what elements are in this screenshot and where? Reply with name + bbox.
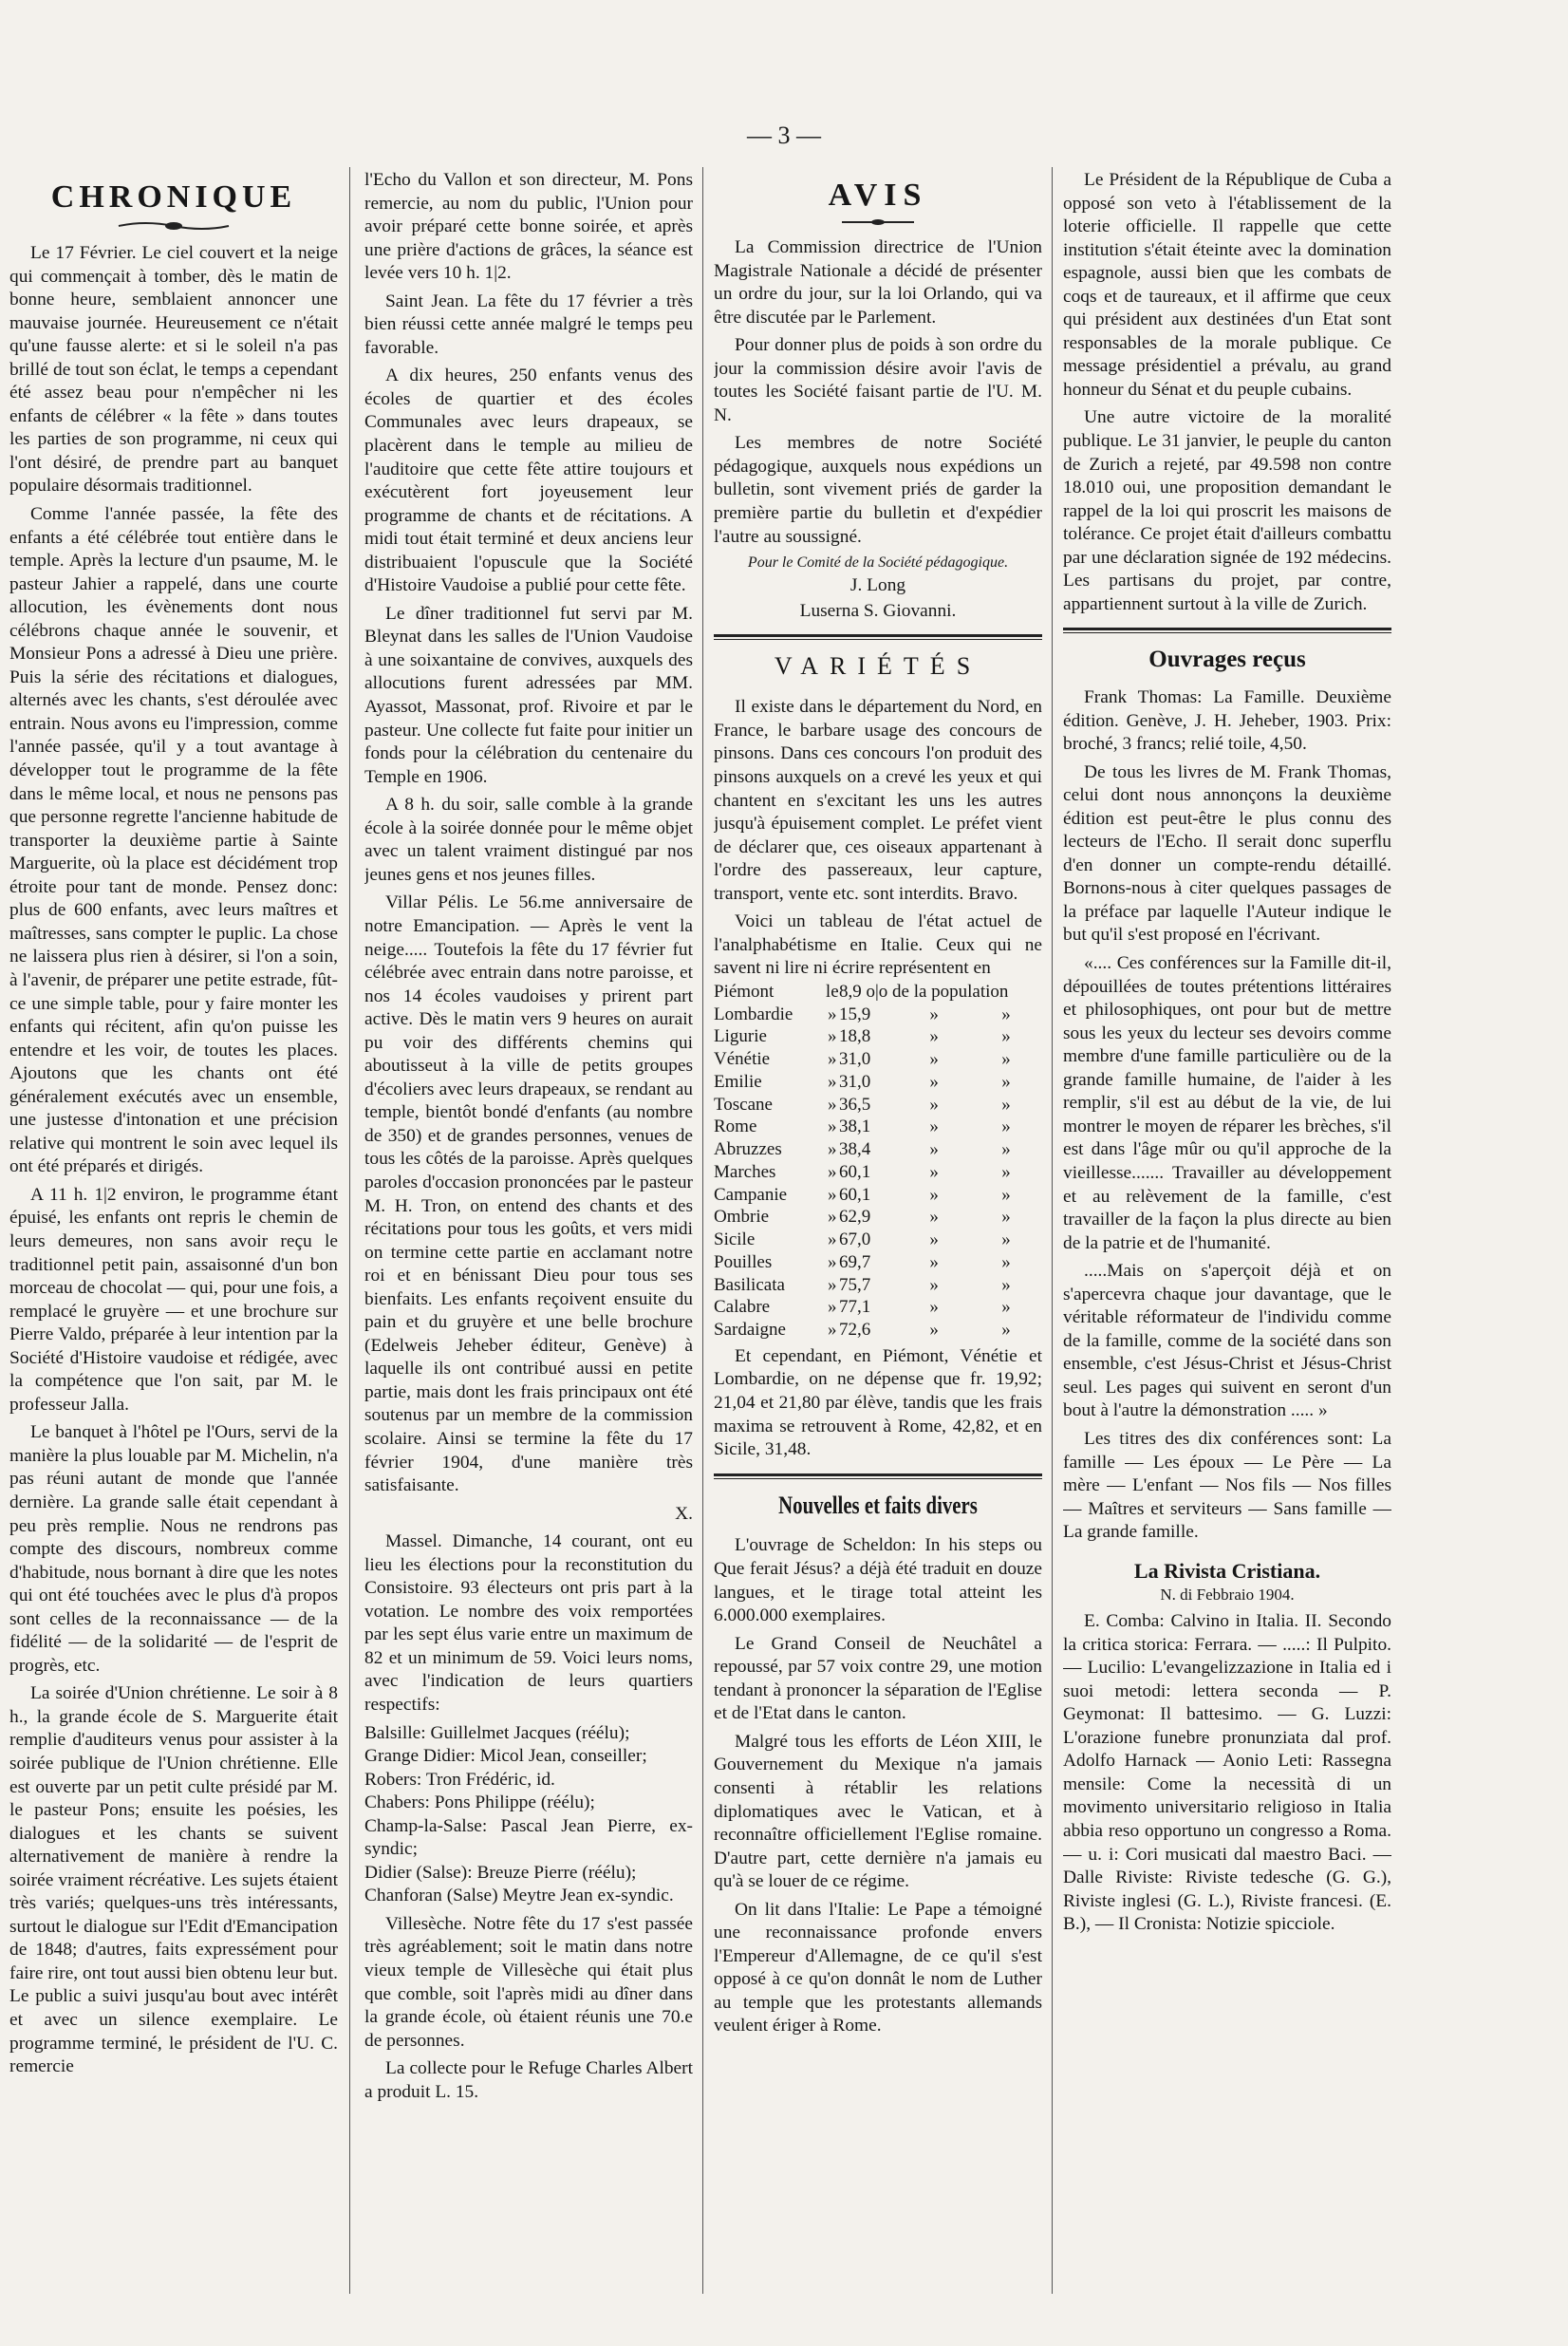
table-cell: » <box>929 1117 939 1137</box>
varietes-heading: VARIÉTÉS <box>774 652 982 681</box>
table-cell: Toscane <box>714 1094 773 1115</box>
list-item: Champ-la-Salse: Pascal Jean Pierre, ex-syndic; <box>364 1815 693 1860</box>
table-cell: » <box>1001 1117 1011 1137</box>
table-cell: » <box>929 1004 939 1024</box>
table-row <box>714 1048 1042 1071</box>
article-paragraph: Villesèche. Notre fête du 17 s'est passée très agréablement; soit le matin dans notre vieux temple de Villesèche qui était plus que comble, soit l'après midi au dîner dans la grande école, où étaient réunis une 70.e de personnes. <box>364 1913 693 2051</box>
table-cell: » <box>828 1117 837 1137</box>
article-paragraph: Pour donner plus de poids à son ordre du jour la commission désire avoir l'avis de toutes les Société faisant partie de l'U. M. N. <box>714 335 1042 425</box>
column-rule <box>702 167 703 2294</box>
table-cell: Ombrie <box>714 1207 770 1228</box>
table-cell: » <box>929 1026 939 1047</box>
column-3 <box>714 169 1042 2324</box>
table-cell: » <box>828 1026 837 1047</box>
table-cell: » <box>929 1229 939 1250</box>
article-paragraph: Massel. Dimanche, 14 courant, ont eu lieu les élections pour la reconstitution du Consistoire. 93 électeurs ont pris part à la votation. Le nombre des voix remportées par les sept élus varie entre un maximum de 82 et un minimum de 59. Voici leurs noms, avec l'indication de leurs quartiers respectifs: <box>364 1531 693 1715</box>
article-paragraph: Villar Pélis. Le 56.me anniversaire de notre Emancipation. — Après le vent la neige..... Toutefois la fête du 17 février fut célébrée avec entrain dans notre paroisse, et nos 14 écoles vaudoises y prirent part active. Dès le matin vers 9 heures on aurait pu voir des différents chemins qui aboutisseut à la ville de petits groupes d'écoliers avec leurs drapeaux, se rendant au temple, bientôt bondé d'enfants (au nombre de 350) et de grandes personnes, venues de tous les côtés de la paroisse. Après quelques paroles d'occasion prononcées par le pasteur M. H. Tron, on entend des chants et des récitations pour tous les goûts, et vers midi on termine cette partie en acclamant notre roi et en bénissant Dieu pour tous ses bienfaits. Les enfants reçoivent ensuite du pain et du gruyère et une belle brochure (Edelweis Jeheber éditeur, Genève) à laquelle ils ont contribué aussi en petite partie, mais dont les frais principaux ont été soutenus par un membre de la commission scolaire. Ainsi se termine la fête du 17 février 1904, d'une manière très satisfaisante. <box>364 892 693 1496</box>
column-2 <box>364 169 693 2324</box>
table-cell: » <box>1001 1207 1011 1228</box>
table-cell: 8,9 o|o de la population <box>838 981 1009 1002</box>
article-paragraph: Le dîner traditionnel fut servi par M. Bleynat dans les salles de l'Union Vaudoise à une soixantaine de convives, auxquels des allocutions furent adressées par MM. Ayassot, Massonat, prof. Rivoire et par le pasteur. Une collecte fut faite pour initier un fonds pour la célébration du centenaire du Temple en 1906. <box>364 603 693 787</box>
article-paragraph: A 11 h. 1|2 environ, le programme étant épuisé, les enfants ont repris le chemin de leurs demeures, non sans avoir reçu le traditionnel petit pain, assaisonné d'un bon morceau de chocolat — qui, pour une fois, a remplacé le gruyère — et une brochure sur Pierre Valdo, préparée à leur intention par la Société d'Histoire vaudoise et rédigée, avec la compétence que l'on sait, par M. le professeur Jalla. <box>9 1184 338 1415</box>
table-cell: » <box>929 1049 939 1070</box>
table-cell: 60,1 <box>838 1161 871 1182</box>
list-item: Didier (Salse): Breuze Pierre (réélu); <box>364 1862 637 1883</box>
table-cell: » <box>828 1049 837 1070</box>
column-4 <box>1063 169 1391 2324</box>
table-cell: » <box>1001 1026 1011 1047</box>
table-row <box>714 1206 1042 1229</box>
article-paragraph: A dix heures, 250 enfants venus des écoles de quartier et des écoles Communales avec leurs drapeaux, se placèrent dans le temple au milieu de l'auditoire que cette fête attire toujours et exécutèrent fort joyeusement leur programme de chants et de récitations. A midi tout était terminé et deux anciens leur distribuaient l'opuscule que la Société d'Histoire Vaudoise a publié pour cette fête. <box>364 366 693 596</box>
table-cell: Piémont <box>714 981 775 1002</box>
table-row <box>714 1319 1042 1342</box>
chronique-heading: CHRONIQUE <box>50 179 297 215</box>
column-rule <box>1052 167 1053 2294</box>
table-cell: Marches <box>714 1161 776 1182</box>
page-number: — 3 — <box>747 122 821 149</box>
table-cell: » <box>929 1297 939 1318</box>
avis-heading: AVIS <box>828 178 928 213</box>
table-cell: » <box>1001 1094 1011 1115</box>
table-cell: 62,9 <box>838 1207 871 1228</box>
table-cell: 69,7 <box>838 1251 871 1272</box>
article-paragraph: Une autre victoire de la moralité publique. Le 31 janvier, le peuple du canton de Zurich a rejeté, par 49.598 non contre 18.010 oui, une proposition demandant le rappel de la loi qui proscrit les maisons de tolérance. Ce projet était d'ailleurs combattu par une déclaration signée de 192 médecins. Les partisans du projet, par contre, appartiennent surtout à la ville de Zurich. <box>1063 407 1391 614</box>
article-paragraph: La soirée d'Union chrétienne. Le soir à 8 h., la grande école de S. Marguerite était remplie d'auditeurs venus pour assister à la soirée publique de l'Union chrétienne. Elle est ouverte par un petit culte présidé par M. le pasteur Pons; ensuite les poésies, les dialogues et les chants se suivent alternativement de manière à rendre la soirée vraiment récréative. Les sujets étaient très variés; quelques-uns très intéressants, surtout le dialogue sur l'Edit d'Emancipation de 1848; d'autres, faits expressément pour faire rire, ont tout aussi bien obtenu leur but. Le public a suivi jusqu'au bout avec intérêt et avec un silence exemplaire. Le programme terminé, le président de l'U. C. remercie <box>9 1683 338 2077</box>
article-paragraph: l'Echo du Vallon et son directeur, M. Pons remercie, au nom du public, l'Union pour avoir préparé cette bonne soirée, et après une prière d'actions de grâces, la séance est levée vers 10 h. 1|2. <box>364 170 693 284</box>
article-paragraph: Les titres des dix conférences sont: La famille — Les époux — Le Père — La mère — L'enfant — Nos fils — Nos filles — Maîtres et serviteurs — Sans famille — La grande famille. <box>1063 1428 1391 1543</box>
table-cell: » <box>929 1207 939 1228</box>
table-cell: » <box>828 1274 837 1295</box>
article-paragraph: Le Grand Conseil de Neuchâtel a repoussé, par 57 voix contre 29, une motion tendant à prononcer la séparation de l'Eglise et de l'Etat dans le canton. <box>714 1633 1042 1724</box>
table-cell: Rome <box>714 1117 757 1137</box>
article-paragraph: Et cependant, en Piémont, Vénétie et Lombardie, on ne dépense que fr. 19,92; 21,04 et 21,80 par élève, tandis que les frais maxima se retrouvent à Rome, 42,82, et en Sicile, 31,48. <box>714 1345 1042 1460</box>
table-cell: » <box>828 1251 837 1272</box>
table-cell: Ligurie <box>714 1026 767 1047</box>
table-cell: » <box>828 1297 837 1318</box>
table-cell: 36,5 <box>838 1094 871 1115</box>
table-cell: » <box>929 1320 939 1341</box>
article-paragraph: La collecte pour le Refuge Charles Albert a produit L. 15. <box>364 2058 693 2102</box>
table-cell: » <box>828 1004 837 1024</box>
article-paragraph: Le banquet à l'hôtel pe l'Ours, servi de la manière la plus louable par M. Michelin, n'a pas réuni autant de monde que l'année dernière. La grande salle était cependant à peu près remplie. Nous ne rendrons pas compte des discours, nombreux comme d'habitude, nous bornant à dire que les notes qui ont été touchées avec le plus d'à propos sont celles de la reconnaissance — de la fidélité — de la solidarité — de l'esprit de progrès, etc. <box>9 1422 338 1676</box>
nouvelles-heading: Nouvelles et faits divers <box>778 1491 978 1519</box>
signature-note: Pour le Comité de la Société pédagogique. <box>747 554 1009 572</box>
table-cell: » <box>929 1139 939 1160</box>
table-cell: » <box>828 1161 837 1182</box>
article-paragraph: Comme l'année passée, la fête des enfants a été célébrée tout entière dans le temple. Après la lecture d'un psaume, M. le pasteur Jahier a rappelé, dans une courte allocution, les évènements dont nous célébrons chaque année le souvenir, et Monsieur Pons a adressé à Dieu une prière. Puis la série des récitations et dialogues, alternés avec les chants, s'est déroulée avec entrain. Nous avons eu l'impression, comme l'année passée, qu'il y a tout avantage à développer tout le programme de la fête dans le même local, et nous ne pensons pas que personne regrette l'ancienne habitude de transporter la deuxième partie à Sainte Marguerite, où la place est décidément trop étroite pour tant de monde. Pensez donc: plus de 600 enfants, avec leurs maîtres et maîtresses, sans compter le puplic. La chose ne laissera plus rien à désirer, si l'on a soin, à l'avenir, de préparer une petite estrade, fût-ce une simple table, pour y faire monter les enfants qui récitent, afin qu'on puisse les entendre et les voir, de toutes les places. Ajoutons que les chants ont été généralement exécutés avec un ensemble, une justesse d'intonation et une précision relative qui montrent le soin avec lequel ils ont été préparés et dirigés. <box>9 504 338 1177</box>
section-divider <box>1063 628 1391 633</box>
table-cell: 75,7 <box>838 1274 871 1295</box>
list-item: Balsille: Guillelmet Jacques (réélu); <box>364 1722 630 1743</box>
ouvrages-heading: Ouvrages reçus <box>1148 647 1306 673</box>
table-cell: » <box>1001 1071 1011 1092</box>
table-cell: » <box>929 1071 939 1092</box>
article-paragraph: Le Président de la République de Cuba a opposé son veto à l'établissement de la loterie officielle. Il rappelle que cette institution s'était éteinte avec la domination espagnole, aussi bien que les combats de coqs et de taureaux, et il affirme que ceux qui président aux destinées d'un Etat sont responsables de la morale publique. Ce message présidentiel a prévalu, au grand honneur du Sénat et du peuple cubains. <box>1063 170 1391 400</box>
table-cell: » <box>1001 1161 1011 1182</box>
article-paragraph: Le 17 Février. Le ciel couvert et la neige qui commençait à tomber, dès le matin de bonne heure, semblaient annoncer une mauvaise journée. Heureusement ce n'était qu'une fausse alerte: et si le soleil n'a pas brillé de tout son éclat, le temps a cependant été assez beau pour n'empêcher ni les enfants de célébrer « la fête » dans toutes les parties de son programme, ni ceux qui l'ont désiré, de prendre part au banquet populaire désormais traditionnel. <box>9 243 338 497</box>
table-cell: le <box>825 981 839 1002</box>
table-row <box>714 981 1042 1004</box>
table-cell: Lombardie <box>714 1004 793 1024</box>
article-paragraph: Il existe dans le département du Nord, en France, le barbare usage des concours de pinsons. Dans ces concours l'on produit des pinsons auxquels on a crevé les yeux et qui chantent en s'excitant les uns les autres jusqu'à épuisement complet. Le préfet vient de déclarer que, ces oiseaux appartenant à l'ordre des passereaux, leur capture, transport, vente etc. sont interdits. Bravo. <box>714 697 1042 904</box>
table-row <box>714 1274 1042 1297</box>
illiteracy-table <box>714 981 1042 1342</box>
table-cell: 67,0 <box>838 1229 871 1250</box>
table-cell: » <box>929 1274 939 1295</box>
article-paragraph: De tous les livres de M. Frank Thomas, celui dont nous annonçons la deuxième édition est peut-être le plus connu des lecteurs de l'Echo. Il serait donc superflu d'en donner un compte-rendu détaillé. Bornons-nous à citer quelques passages de la préface par laquelle l'Auteur indique le but qu'il s'est proposé en l'écrivant. <box>1063 761 1391 946</box>
table-cell: » <box>1001 1049 1011 1070</box>
table-cell: 31,0 <box>838 1049 871 1070</box>
article-paragraph: E. Comba: Calvino in Italia. II. Secondo la critica storica: Ferrara. — .....: Il Pulpito. — Lucilio: L'evangelizzazione in Italia ed i suoi metodi: lettera seconda — P. Geymonat: Il battesimo. — G. Luzzi: L'orazione funebre pronunziata dal prof. Adolfo Harnack — Aonio Leti: Rassegna mensile: Come la necessità di un movimento universitario religioso in Italia abbia reso opportuno un congresso a Roma. — u. i: Cori musicati dal maestro Baci. — Dalle Riviste: Riviste tedesche (G. G.), Riviste inglesi (G. L.), Riviste francesi. (E. B.), — Il Cronista: Notizie spicciole. <box>1063 1611 1391 1935</box>
table-row <box>714 1229 1042 1251</box>
table-cell: 77,1 <box>838 1297 871 1318</box>
table-row <box>714 1138 1042 1161</box>
list-item: Robers: Tron Frédéric, id. <box>364 1769 555 1790</box>
article-signature: X. <box>675 1503 693 1524</box>
table-cell: Emilie <box>714 1071 762 1092</box>
table-cell: Basilicata <box>714 1274 785 1295</box>
table-cell: Pouilles <box>714 1251 773 1272</box>
table-cell: 31,0 <box>838 1071 871 1092</box>
table-cell: » <box>929 1161 939 1182</box>
article-paragraph: «.... Ces conférences sur la Famille dit-il, dépouillées de toutes prétentions littéraires et philosophiques, ont pour but de mettre sous les yeux du lecteur ses devoirs comme membre d'une famille particulière ou de la grande famille humaine, de l'aider à les remplir, s'il est au début de la vie, de lui montrer le moyen de réparer les brèches, s'il est dans l'âge mûr ou qu'il approche de la vieillesse....... Travailler au développement et au relèvement de la famille, c'est travailler de la façon la plus directe au bien de la patrie et de l'humanité. <box>1063 953 1391 1253</box>
table-row <box>714 1094 1042 1117</box>
column-rule <box>349 167 350 2294</box>
table-cell: » <box>1001 1274 1011 1295</box>
table-cell: » <box>929 1184 939 1205</box>
table-row <box>714 1025 1042 1048</box>
table-cell: » <box>828 1229 837 1250</box>
list-item: Chanforan (Salse) Meytre Jean ex-syndic. <box>364 1886 674 1906</box>
table-cell: » <box>1001 1229 1011 1250</box>
signature-name: J. Long <box>849 575 906 596</box>
table-cell: » <box>1001 1320 1011 1341</box>
table-cell: » <box>828 1094 837 1115</box>
column-1 <box>9 169 338 2324</box>
table-row <box>714 1161 1042 1184</box>
table-row <box>714 1116 1042 1138</box>
rivista-date: N. di Febbraio 1904. <box>1160 1585 1295 1604</box>
article-paragraph: Voici un tableau de l'état actuel de l'analphabétisme en Italie. Ceux qui ne savent ni lire ni écrire représentent en <box>714 911 1042 979</box>
table-cell: » <box>1001 1004 1011 1024</box>
table-cell: » <box>828 1184 837 1205</box>
table-cell: » <box>1001 1184 1011 1205</box>
ornament-icon <box>117 219 231 233</box>
article-paragraph: Saint Jean. La fête du 17 février a très bien réussi cette année malgré le temps peu favorable. <box>364 291 693 358</box>
table-row <box>714 1251 1042 1274</box>
table-cell: 38,4 <box>838 1139 871 1160</box>
article-paragraph: .....Mais on s'aperçoit déjà et on s'apercevra chaque jour davantage, que le véritable réformateur de l'individu comme de la famille, comme de la société dans son ensemble, c'est Jésus-Christ et Jésus-Christ seul. Les pages qui suivent en seront d'un bout à l'autre la démonstration ..... » <box>1063 1261 1391 1421</box>
article-paragraph: La Commission directrice de l'Union Magistrale Nationale a décidé de présenter un ordre du jour, sur la loi Orlando, qui va être discutée par le Parlement. <box>714 237 1042 328</box>
table-cell: » <box>828 1071 837 1092</box>
table-row <box>714 1071 1042 1094</box>
table-cell: » <box>828 1320 837 1341</box>
article-paragraph: Les membres de notre Société pédagogique, auxquels nous expédions un bulletin, sont vivement priés de garder la première partie du bulletin et d'expédier l'autre au soussigné. <box>714 433 1042 547</box>
table-cell: 60,1 <box>838 1184 871 1205</box>
table-cell: Abruzzes <box>714 1139 782 1160</box>
rivista-heading: La Rivista Cristiana. <box>1133 1558 1321 1583</box>
table-row <box>714 1296 1042 1319</box>
signature-place: Luserna S. Giovanni. <box>799 600 957 621</box>
table-cell: » <box>929 1251 939 1272</box>
table-cell: Calabre <box>714 1297 771 1318</box>
section-divider <box>714 1473 1042 1479</box>
ornament-icon <box>840 217 916 227</box>
table-row <box>714 1184 1042 1207</box>
table-cell: » <box>929 1094 939 1115</box>
article-paragraph: L'ouvrage de Scheldon: In his steps ou Que ferait Jésus? a déjà été traduit en douze langues, et le tirage total atteint les 6.000.000 exemplaires. <box>714 1535 1042 1626</box>
table-cell: » <box>1001 1139 1011 1160</box>
article-paragraph: On lit dans l'Italie: Le Pape a témoigné une reconnaissance profonde envers l'Empereur d'Allemagne, de ce qu'il s'est opposé à ce qu'on donnât le nom de Luther au temple que les protestants allemands veulent ériger à Rome. <box>714 1899 1042 2036</box>
table-cell: Sardaigne <box>714 1320 786 1341</box>
table-cell: Sicile <box>714 1229 756 1250</box>
table-cell: » <box>828 1207 837 1228</box>
article-paragraph: Frank Thomas: La Famille. Deuxième édition. Genève, J. H. Jeheber, 1903. Prix: broché, 3 francs; relié toile, 4,50. <box>1063 687 1391 755</box>
table-cell: Campanie <box>714 1184 788 1205</box>
section-divider <box>714 634 1042 640</box>
list-item: Chabers: Pons Philippe (réélu); <box>364 1792 595 1813</box>
table-cell: 72,6 <box>838 1320 871 1341</box>
table-row <box>714 1004 1042 1026</box>
article-paragraph: A 8 h. du soir, salle comble à la grande école à la soirée donnée pour le même objet avec un talent vraiment distingué par nos jeunes gens et nos jeunes filles. <box>364 795 693 885</box>
table-cell: 18,8 <box>838 1026 871 1047</box>
table-cell: » <box>828 1139 837 1160</box>
table-cell: Vénétie <box>714 1049 771 1070</box>
list-item: Grange Didier: Micol Jean, conseiller; <box>364 1746 647 1767</box>
table-cell: » <box>1001 1297 1011 1318</box>
table-cell: 15,9 <box>838 1004 871 1024</box>
article-paragraph: Malgré tous les efforts de Léon XIII, le Gouvernement du Mexique n'a jamais consenti à rétablir les relations diplomatiques avec le Vatican, et à reconnaître officiellement l'Eglise romaine. D'autre part, cette dernière n'a jamais eu qu'à se louer de ce régime. <box>714 1731 1042 1892</box>
table-cell: 38,1 <box>838 1117 871 1137</box>
table-cell: » <box>1001 1251 1011 1272</box>
